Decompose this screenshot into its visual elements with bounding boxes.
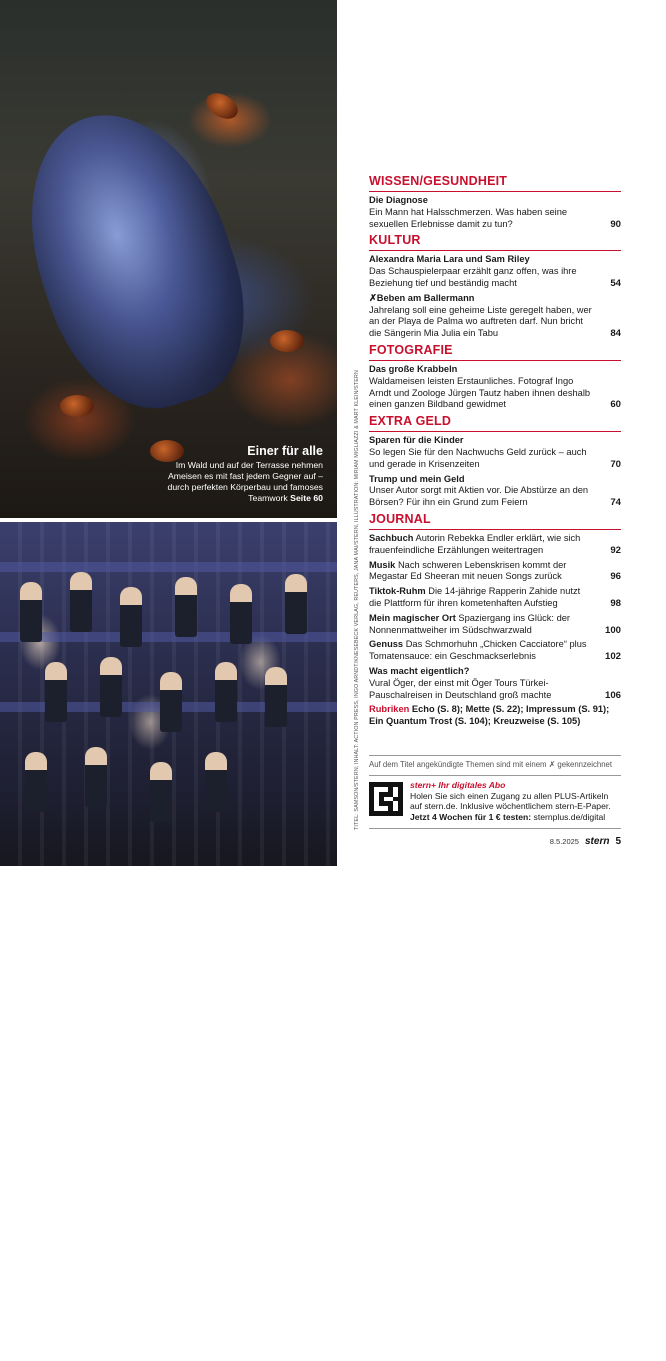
page-number[interactable]: 92 [610, 544, 621, 556]
page-number[interactable]: 96 [610, 571, 621, 583]
page-number[interactable]: 106 [604, 689, 621, 701]
promo-headline: stern+ Ihr digitales Abo [410, 780, 506, 790]
toc-entry[interactable] [369, 195, 621, 230]
toc-entry[interactable] [369, 293, 621, 340]
person-figure [230, 584, 252, 644]
entry-title [369, 666, 595, 678]
divider [369, 828, 621, 829]
promo-cta: Jetzt 4 Wochen für 1 € testen: [410, 811, 532, 822]
page-number[interactable]: 100 [604, 624, 621, 636]
toc-entry[interactable] [369, 586, 621, 610]
page-footer [550, 836, 621, 847]
person-figure [85, 747, 107, 807]
section-heading: EXTRA GELD [369, 414, 621, 432]
entry-title [369, 474, 595, 486]
entry-text: So legen Sie für den Nachwuchs Geld zurück – auch und gerade in Krisenzeiten [369, 446, 587, 469]
entry-text: Waldameisen leisten Erstaunliches. Fotograf Ingo Arndt und Zoologe Jürgen Tautz haben ihnen deshalb einen ganzen Bildband gewidmet [369, 375, 591, 410]
page-number[interactable]: 60 [610, 399, 621, 411]
person-figure [150, 762, 172, 822]
person-figure [205, 752, 227, 812]
cover-topic-marker-icon: ✗ [369, 292, 377, 303]
entry-title: Musik [369, 559, 396, 570]
caption-title: Einer für alle [247, 444, 323, 458]
entry-title [369, 195, 595, 207]
promo-cta-line [410, 812, 622, 823]
photo-caption-top [163, 444, 323, 504]
table-of-contents [369, 172, 621, 728]
person-figure [100, 657, 122, 717]
issue-date: 8.5.2025 [549, 837, 579, 846]
page-number: 5 [615, 836, 621, 847]
page-number[interactable]: 98 [610, 597, 621, 609]
entry-text: Vural Öger, der einst mit Öger Tours Türkei-Pauschalreisen in Deutschland groß machte [369, 677, 552, 700]
entry-text: Das Schmorhuhn „Chicken Cacciatore“ plus Tomatensauce: ein Geschmackserlebnis [369, 639, 587, 662]
entry-title [369, 435, 595, 447]
entry-text: Spaziergang ins Glück: der Nonnenmattweiher im Südschwarzwald [369, 612, 571, 635]
digital-subscription-promo [369, 780, 621, 824]
ant-figure [202, 88, 242, 124]
toc-entry[interactable] [369, 364, 621, 411]
person-figure [70, 572, 92, 632]
person-figure [175, 577, 197, 637]
entry-title-text: Was macht eigentlich? [369, 665, 470, 676]
entry-title [369, 293, 595, 305]
toc-entry[interactable] [369, 474, 621, 509]
caption-page-ref[interactable]: Seite 24 [290, 1350, 323, 1360]
page-number[interactable]: 90 [610, 218, 621, 230]
entry-title-text: Alexandra Maria Lara und Sam Riley [369, 254, 530, 265]
entry-text: Das Schauspielerpaar erzählt ganz offen, was ihre Beziehung tief und beständig macht [369, 266, 577, 288]
cover-topics-note: Auf dem Titel angekündigte Themen sind mit einem ✗ gekennzeichnet [369, 760, 613, 769]
page-number[interactable]: 70 [610, 458, 621, 470]
entry-title [369, 364, 595, 376]
ant-figure [270, 330, 304, 352]
caption-page-ref[interactable]: Seite 60 [290, 493, 323, 503]
person-figure [20, 582, 42, 642]
photo-caption-bottom [158, 1312, 323, 1361]
person-figure [25, 752, 47, 812]
person-figure [45, 662, 67, 722]
toc-entry[interactable] [369, 639, 621, 663]
entry-text: Die 14-jährige Rapperin Zahide nutzt die Plattform für ihren kometenhaften Aufstieg [369, 586, 581, 608]
toc-entry[interactable] [369, 533, 621, 557]
toc-sections [369, 174, 621, 701]
caption-text: 152 Abgeordnete zählt die AfD-Fraktion im Bundestag. Friedrich Merz will sie wegregieren. Reicht das? Seite 24 [159, 1328, 323, 1360]
toc-entry[interactable] [369, 435, 621, 470]
qr-code-icon[interactable] [369, 782, 403, 816]
divider [369, 755, 621, 756]
entry-title-text: Das große Krabbeln [369, 363, 458, 374]
divider [369, 775, 621, 776]
entry-text: Jahrelang soll eine geheime Liste geregelt haben, wer an der Playa de Palma wo auftreten darf. Nun bricht die Sängerin Mia Julia ein Tabu [369, 304, 592, 339]
toc-entry[interactable] [369, 613, 621, 637]
toc-entry[interactable] [369, 560, 621, 584]
person-figure [120, 587, 142, 647]
photo-credits: TITEL: SAMSON/STERN; INHALT: ACTION PRESS, INGO ARNDT/KNESEBECK VERLAG, REUTERS, JANA MAI/STERN, ILLUSTRATION: MIRIAM MIGLIAZZI & MART KLEIN/STERN [354, 370, 360, 830]
ant-figure [60, 395, 94, 417]
entry-title: Mein magischer Ort [369, 612, 456, 623]
entry-title-text: Trump und mein Geld [369, 473, 465, 484]
page-number[interactable]: 102 [604, 651, 621, 663]
page-number[interactable]: 74 [610, 497, 621, 509]
entry-title-text: Die Diagnose [369, 195, 428, 205]
caption-text: Im Wald und auf der Terrasse nehmen Ameisen es mit fast jedem Gegner auf – durch perfekten Körperbau und famoses Teamwork Seite 60 [167, 460, 323, 503]
page-number[interactable]: 84 [610, 328, 621, 340]
toc-entry[interactable] [369, 254, 621, 289]
rubriken-items[interactable]: Echo (S. 8); Mette (S. 22); Impressum (S. 91); Ein Quantum Trost (S. 104); Kreuzweise (S. 105) [369, 704, 610, 727]
person-figure [265, 667, 287, 727]
person-figure [160, 672, 182, 732]
entry-title: Sachbuch [369, 532, 414, 543]
entry-text: Ein Mann hat Halsschmerzen. Was haben seine sexuellen Erlebnisse damit zu tun? [369, 206, 568, 229]
rubriken-label: Rubriken [369, 704, 410, 715]
person-figure [285, 574, 307, 634]
entry-title-text: Sparen für die Kinder [369, 435, 464, 446]
entry-title [369, 254, 595, 266]
person-figure [215, 662, 237, 722]
brand-logo: stern [584, 836, 610, 847]
seat-row [0, 562, 337, 572]
caption-title: Verbotsdebatte [232, 1312, 323, 1326]
promo-url-link[interactable]: sternplus.de/digital [533, 811, 606, 822]
entry-title-text: Beben am Ballermann [376, 292, 475, 303]
page-number[interactable]: 54 [610, 277, 621, 289]
section-heading: WISSEN/GESUNDHEIT [369, 174, 621, 192]
beetle-figure [0, 88, 272, 432]
promo-body: Holen Sie sich einen Zugang zu allen PLUS-Artikeln auf stern.de. Inklusive wöchentlichem stern-E-Paper. [410, 790, 611, 812]
entry-text: Autorin Rebekka Endler erklärt, wie sich frauenfeindliche Erzählungen weitertragen [369, 532, 581, 555]
section-heading: FOTOGRAFIE [369, 343, 621, 361]
section-heading: JOURNAL [369, 512, 621, 530]
section-heading: KULTUR [369, 233, 621, 251]
toc-entry[interactable] [369, 666, 621, 701]
entry-text: Nach schweren Lebenskrisen kommt der Megastar Ed Sheeran mit neuen Songs zurück [369, 559, 567, 582]
rubriken-line [369, 704, 621, 728]
entry-title: Genuss [369, 639, 404, 650]
entry-text: Unser Autor sorgt mit Aktien vor. Die Abstürze an den Börsen? Für ihn ein Grund zum Feiern [369, 485, 589, 508]
cover-photo-ants [0, 0, 337, 518]
promo-text [410, 780, 622, 822]
photo-bundestag [0, 522, 337, 1360]
entry-title: Tiktok-Ruhm [369, 586, 426, 597]
